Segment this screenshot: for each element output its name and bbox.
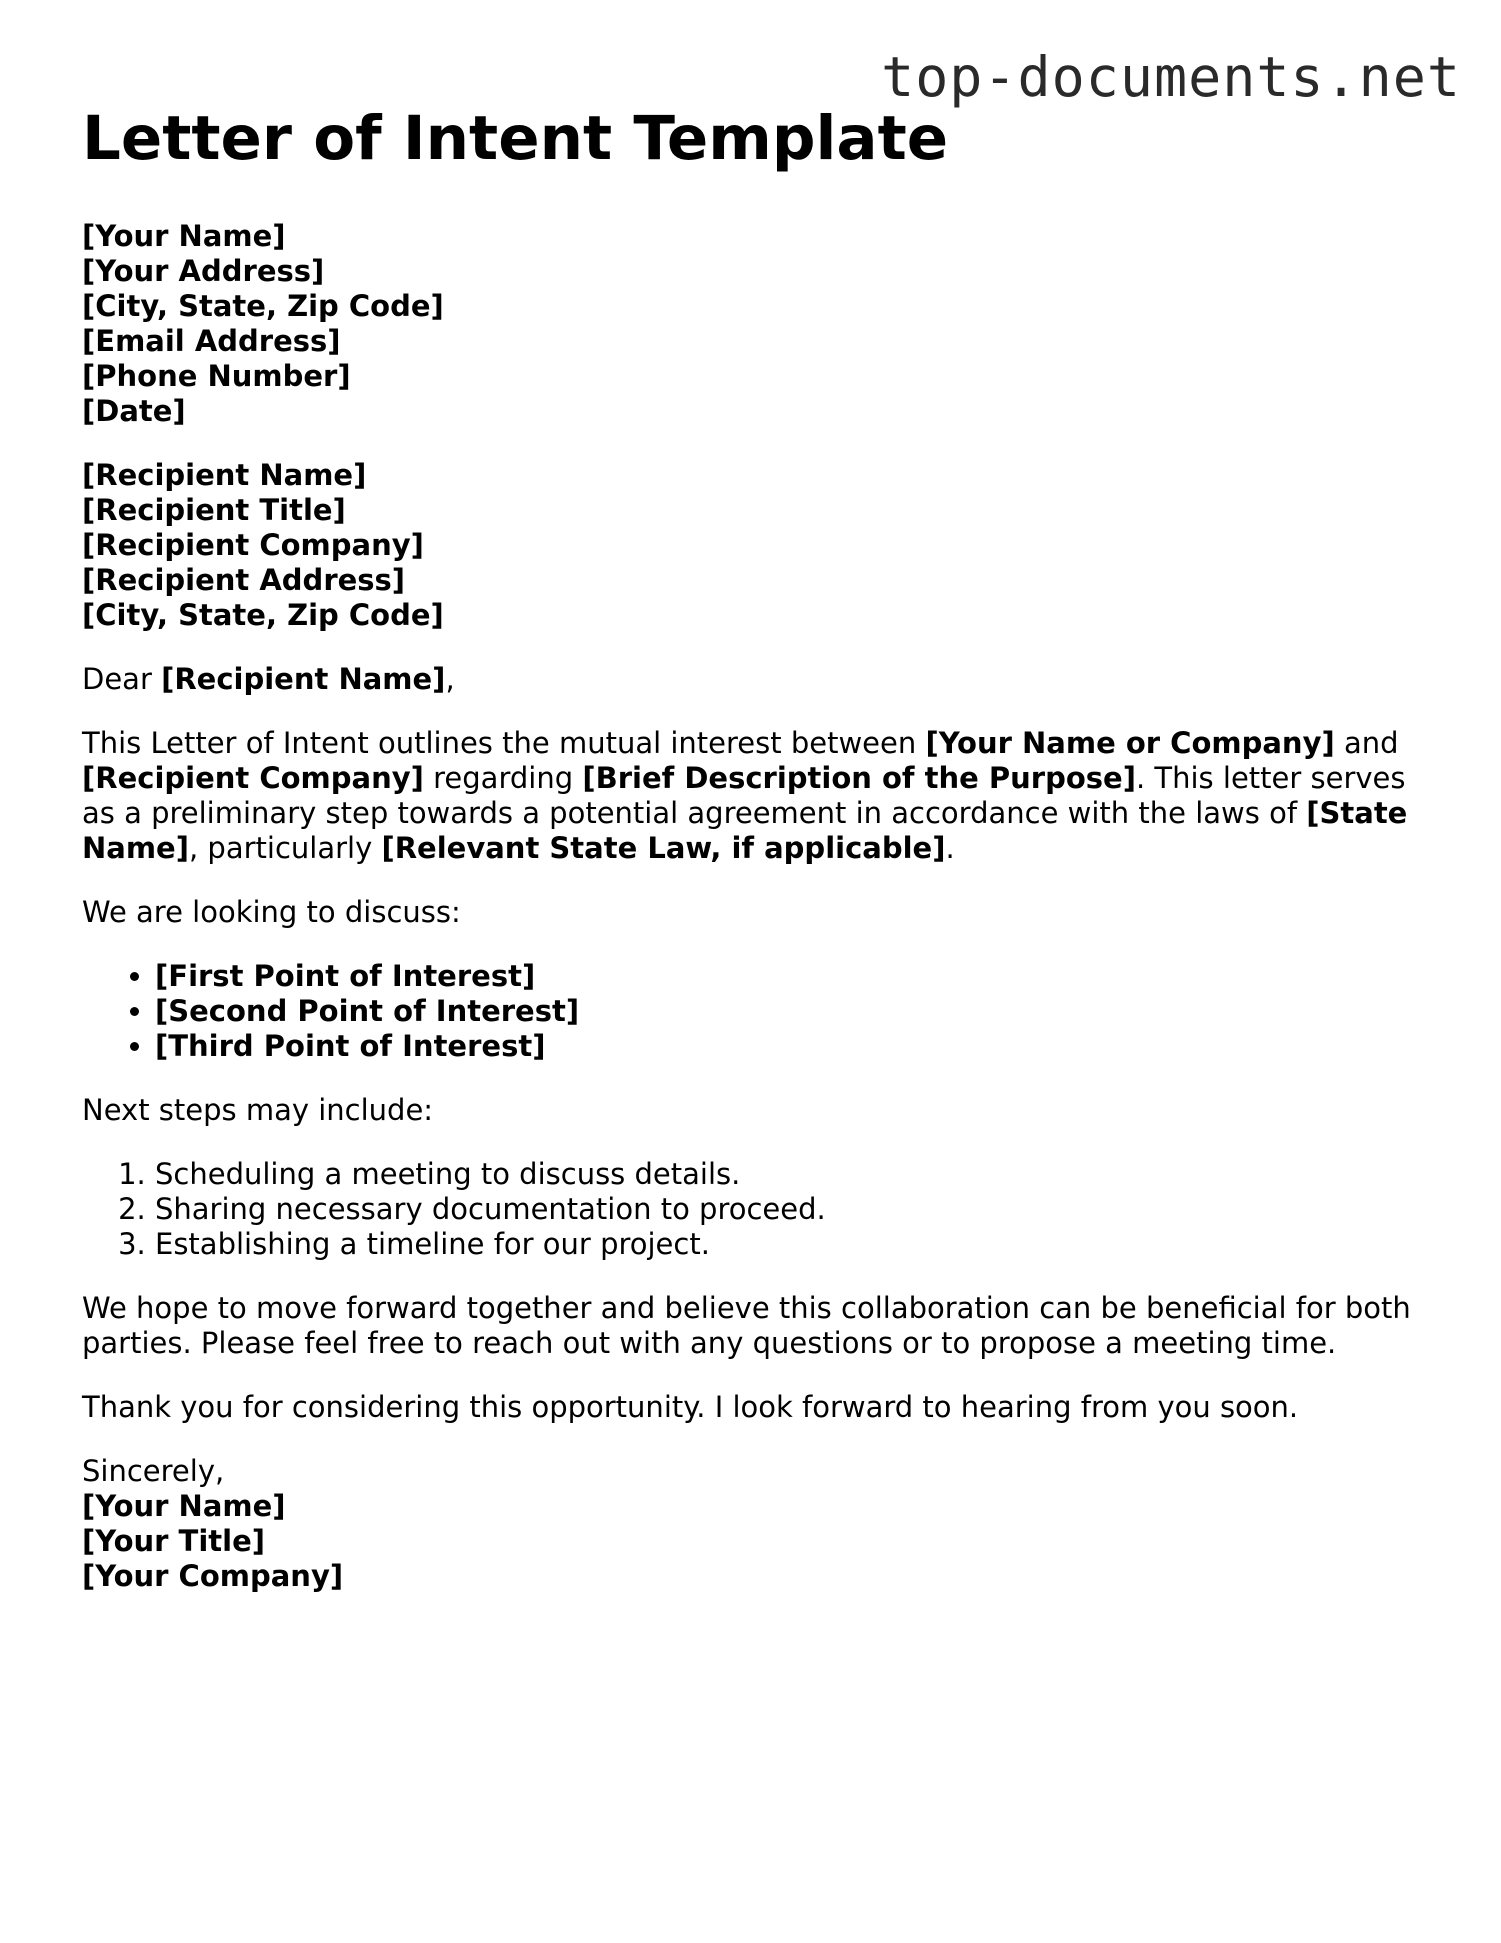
sender-block [82,219,1442,429]
intro-placeholder: [Recipient Company] [82,761,424,795]
recipient-title: [Recipient Title] [82,493,346,527]
sender-name: [Your Name] [82,219,286,253]
sender-email: [Email Address] [82,324,341,358]
intro-text: . This letter serves as a preliminary step towards a potential agreement in accordance with the laws of [82,761,1406,830]
salutation [82,662,1442,697]
list-item [155,959,1442,994]
intro-text: . [945,831,955,865]
recipient-block [82,458,1442,633]
closing-paragraph: We hope to move forward together and believe this collaboration can be beneficial for both parties. Please feel free to reach out with any questions or to propose a meeting time. [82,1291,1411,1360]
list-item [155,994,1442,1029]
salutation-name: [Recipient Name] [161,662,446,696]
intro-placeholder: [Brief Description of the Purpose] [582,761,1136,795]
signoff: Sincerely, [82,1454,225,1488]
intro-text: regarding [423,761,583,795]
recipient-company: [Recipient Company] [82,528,424,562]
intro-placeholder: [Relevant State Law, if applicable] [381,831,946,865]
salutation-prefix: Dear [82,662,162,696]
intro-placeholder: [State Name] [82,796,1408,865]
list-item [155,1029,1442,1064]
recipient-city-state-zip: [City, State, Zip Code] [82,598,444,632]
letter-date: [Date] [82,394,186,428]
sender-phone: [Phone Number] [82,359,351,393]
next-steps-intro: Next steps may include: [82,1093,434,1127]
recipient-address: [Recipient Address] [82,563,406,597]
salutation-suffix: , [445,662,455,696]
intro-placeholder: [Your Name or Company] [925,726,1335,760]
list-item: 3. Establishing a timeline for our project. [155,1227,1442,1262]
point-of-interest: [Second Point of Interest] [155,994,580,1028]
next-steps-list [82,1157,1442,1262]
signature-title: [Your Title] [82,1524,266,1558]
list-item: 1. Scheduling a meeting to discuss details. [155,1157,1442,1192]
intro-text: This Letter of Intent outlines the mutual interest between [82,726,926,760]
signature-name: [Your Name] [82,1489,286,1523]
intro-paragraph [82,726,1442,866]
intro-text: and [1334,726,1399,760]
recipient-name: [Recipient Name] [82,458,367,492]
page-title: Letter of Intent Template [82,103,949,174]
intro-text: , particularly [188,831,382,865]
point-of-interest: [First Point of Interest] [155,959,536,993]
thanks-paragraph: Thank you for considering this opportunity. I look forward to hearing from you soon. [82,1390,1299,1424]
list-item: 2. Sharing necessary documentation to proceed. [155,1192,1442,1227]
sender-address: [Your Address] [82,254,325,288]
sender-city-state-zip: [City, State, Zip Code] [82,289,444,323]
signature-block [82,1454,1442,1594]
letter-document [82,104,1442,1594]
signature-company: [Your Company] [82,1559,344,1593]
site-watermark: top-documents.net [881,45,1461,109]
points-of-interest-list [82,959,1442,1064]
point-of-interest: [Third Point of Interest] [155,1029,546,1063]
discuss-intro: We are looking to discuss: [82,895,461,929]
